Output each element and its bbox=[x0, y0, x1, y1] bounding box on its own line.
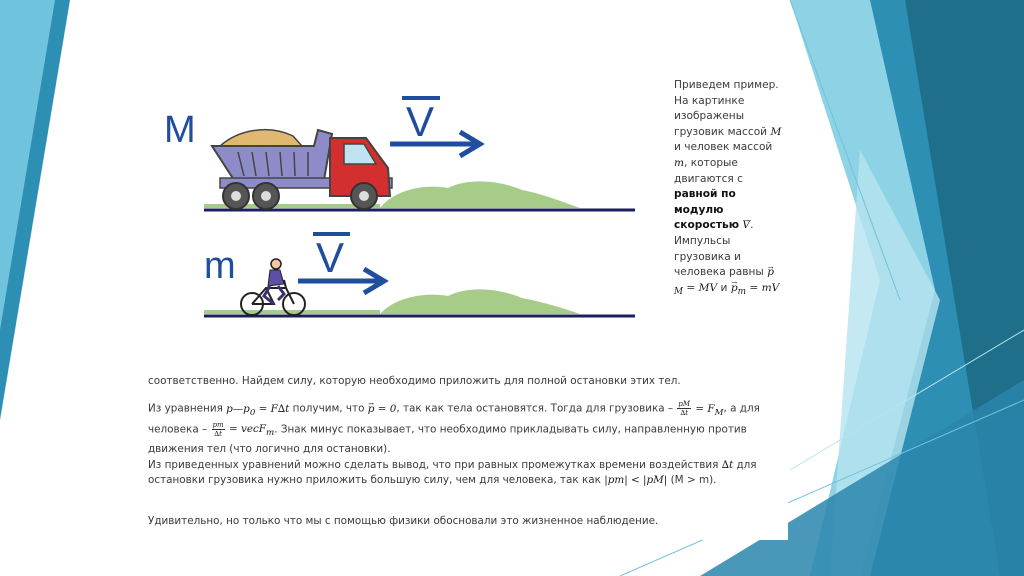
p2-text-e: . Знак минус показывает, что необходимо прикладывать силу, направленную против движения тел (что логично для остановки). bbox=[148, 423, 747, 455]
side-intro-text: Приведем пример. На картинке изображены грузовик массой bbox=[674, 79, 779, 138]
person-velocity-label: V bbox=[316, 234, 345, 281]
paragraph-1 bbox=[148, 374, 778, 389]
paragraph-3 bbox=[148, 458, 778, 489]
truck-force-fraction bbox=[677, 400, 691, 417]
bottom-grass-hill bbox=[380, 289, 580, 314]
p2-eq-rhs: = F∆t bbox=[258, 402, 290, 415]
paragraph-1-text: соответственно. Найдем силу, которую необходимо приложить для полной остановки этих тел. bbox=[148, 375, 681, 387]
frac1-denominator: ∆t bbox=[680, 409, 689, 417]
pm-rhs: = mV bbox=[749, 281, 780, 294]
final-momentum-zero bbox=[368, 403, 397, 415]
person-mass-label: m bbox=[204, 245, 236, 287]
side-and-word: и bbox=[720, 281, 728, 294]
pm-symbol: → p bbox=[731, 281, 738, 297]
pM-rhs: = MV bbox=[686, 281, 718, 294]
p2-text-d: , а для человека – bbox=[148, 402, 760, 436]
pM-subscript: M bbox=[674, 286, 684, 297]
p2-text-b: получим, что bbox=[292, 402, 365, 415]
p2-eq-sub: 0 bbox=[249, 407, 256, 418]
side-explanation bbox=[674, 78, 782, 300]
p2-zero: = 0 bbox=[377, 402, 397, 415]
paragraph-4-text: Удивительно, но только что мы с помощью физики обосновали это жизненное наблюдение. bbox=[148, 515, 659, 527]
paragraph-4 bbox=[148, 514, 778, 529]
side-and-person-text: и человек массой bbox=[674, 141, 773, 154]
bottom-road-shadow bbox=[204, 310, 380, 314]
frac1-numerator: pM bbox=[678, 400, 691, 408]
frac2-denominator: ∆t bbox=[214, 429, 222, 438]
slide-content bbox=[118, 60, 788, 540]
paragraph-2 bbox=[148, 400, 778, 457]
p2-vecF-sub: m bbox=[266, 428, 275, 439]
p2-vecF: = vecF bbox=[228, 423, 267, 436]
p3-text-a: Из приведенных уравнений можно сделать вывод, что при равных промежутках времени воздействия bbox=[148, 459, 719, 471]
truck-sand-load bbox=[220, 130, 302, 146]
side-momenta-text: . Импульсы грузовика и человека равны bbox=[674, 219, 764, 279]
truck-force-rhs bbox=[695, 402, 724, 418]
top-grass-hill bbox=[380, 181, 580, 208]
pm-subscript: m bbox=[737, 286, 746, 297]
p2-text-a: Из уравнения bbox=[148, 402, 223, 415]
momentum-change-equation bbox=[226, 402, 290, 418]
p3-text-c: (M > m). bbox=[670, 474, 717, 487]
frac2-numerator: pm bbox=[212, 420, 224, 429]
side-which-move-text: , которые двигаются с bbox=[674, 156, 743, 185]
left-light-strip bbox=[0, 0, 55, 330]
p2-eqF: = F bbox=[695, 402, 715, 415]
mass-M-symbol: M bbox=[770, 125, 782, 138]
truck-mass-label: M bbox=[164, 109, 196, 151]
p2-eqF-sub: M bbox=[714, 407, 724, 418]
momentum-inequality: |pm| < |pM| bbox=[604, 474, 668, 487]
delta-t-symbol: ∆t bbox=[721, 459, 734, 471]
truck-and-cyclist-illustration bbox=[118, 60, 653, 380]
p3-text-b: для остановки грузовика нужно приложить большую силу, чем для человека, так как bbox=[148, 459, 757, 487]
truck-velocity-label: V bbox=[406, 98, 435, 145]
side-bold-equal-speed: равной по модулю скоростью bbox=[674, 188, 740, 232]
p2-p-symbol: → p bbox=[368, 402, 375, 417]
p2-text-c: , так как тела остановятся. Тогда для грузовика – bbox=[396, 402, 674, 415]
p2-eq-lhs: p—p bbox=[226, 402, 250, 415]
cyclist-body bbox=[268, 270, 284, 286]
person-force-fraction bbox=[212, 421, 225, 438]
person-momentum-formula bbox=[730, 281, 780, 297]
mass-m-symbol: m bbox=[674, 156, 685, 169]
pM-symbol: → p bbox=[767, 265, 774, 281]
cyclist-head bbox=[271, 259, 281, 269]
velocity-vector-symbol: → V bbox=[742, 218, 750, 234]
person-force-rhs bbox=[228, 423, 275, 439]
